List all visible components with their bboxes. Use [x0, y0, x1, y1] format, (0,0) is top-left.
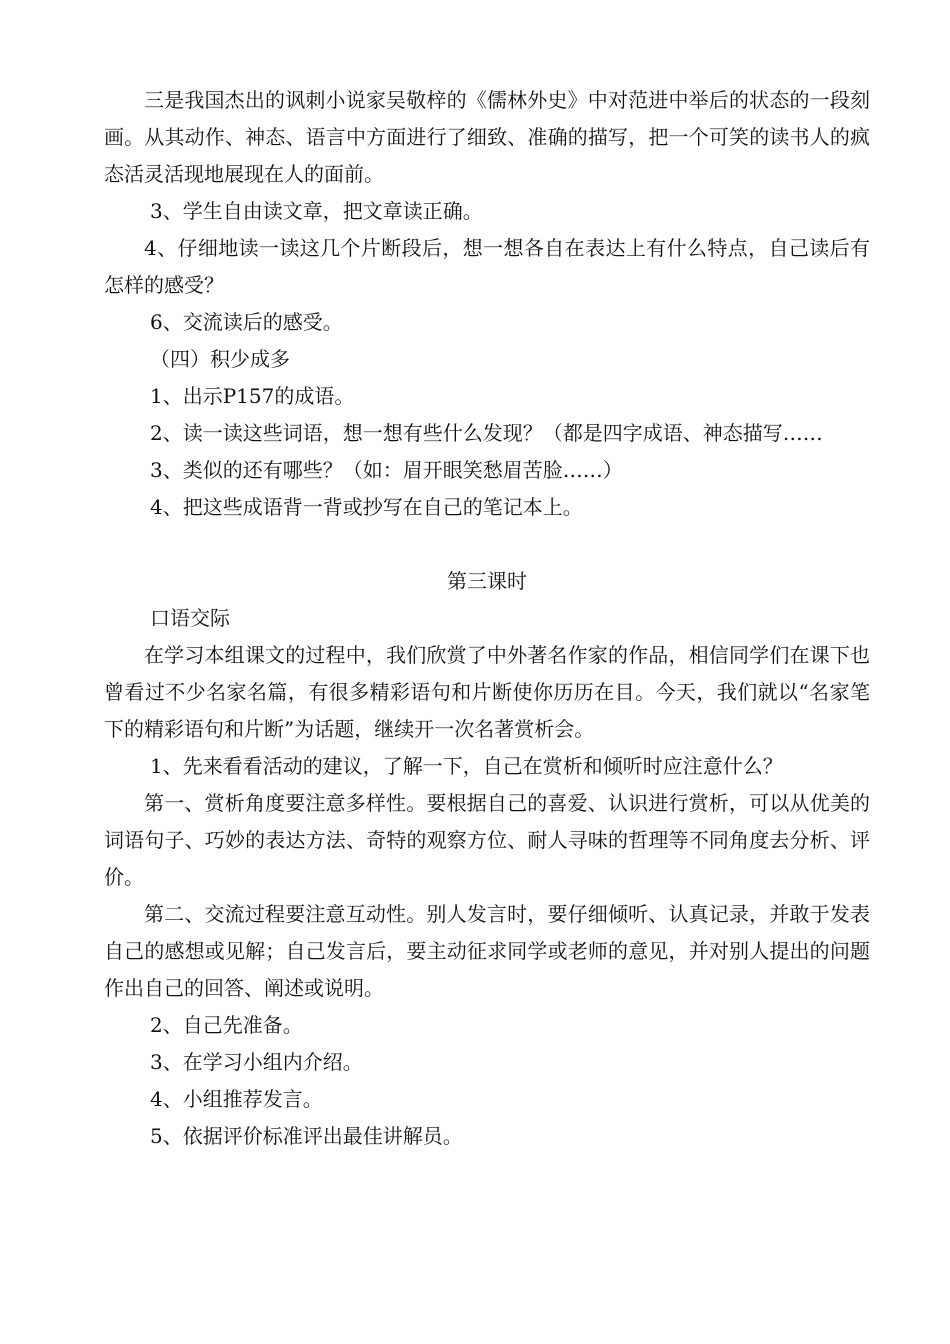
- section-4-item-3: 3、类似的还有哪些？（如：眉开眼笑愁眉苦脸……）: [150, 458, 623, 482]
- oral-step-4: 4、小组推荐发言。: [150, 1087, 323, 1111]
- section-4-item-2: 2、读一读这些词语，想一想有些什么发现？（都是四字成语、神态描写……: [150, 421, 823, 445]
- oral-communication-title: 口语交际: [150, 606, 230, 630]
- document-page: [104, 82, 870, 1155]
- oral-communication-intro: 在学习本组课文的过程中，我们欣赏了中外著名作家的作品，相信同学们在课下也曾看过不少名家名篇，有很多精彩语句和片断使你历历在目。今天，我们就以“名家笔下的精彩语句和片断”为话题，继续开一次名著赏析会。: [104, 643, 870, 741]
- oral-step-5: 5、依据评价标准评出最佳讲解员。: [150, 1124, 463, 1148]
- section-4-item-1: 1、出示P157的成语。: [150, 384, 355, 408]
- first-point: 第一、赏析角度要注意多样性。要根据自己的喜爱、认识进行赏析，可以从优美的词语句子、巧妙的表达方法、奇特的观察方位、耐人寻味的哲理等不同角度去分析、评价。: [104, 791, 870, 889]
- step-4-read-fragments: 4、仔细地读一读这几个片断段后，想一想各自在表达上有什么特点，自己读后有怎样的感受？: [104, 236, 870, 297]
- oral-step-1: 1、先来看看活动的建议，了解一下，自己在赏析和倾听时应注意什么？: [150, 754, 783, 778]
- paragraph-rulin-waishi: 三是我国杰出的讽刺小说家吴敬梓的《儒林外史》中对范进中举后的状态的一段刻画。从其动作、神态、语言中方面进行了细致、准确的描写，把一个可笑的读书人的疯态活灵活现地展现在人的面前。: [104, 88, 870, 186]
- lesson-3-heading: 第三课时: [447, 569, 527, 593]
- oral-step-3: 3、在学习小组内介绍。: [150, 1050, 363, 1074]
- section-4-item-4: 4、把这些成语背一背或抄写在自己的笔记本上。: [150, 495, 583, 519]
- oral-step-2: 2、自己先准备。: [150, 1013, 303, 1037]
- section-4-title: （四）积少成多: [150, 347, 290, 371]
- second-point: 第二、交流过程要注意互动性。别人发言时，要仔细倾听、认真记录，并敢于发表自己的感想或见解；自己发言后，要主动征求同学或老师的意见，并对别人提出的问题作出自己的回答、阐述或说明。: [104, 902, 870, 1000]
- step-3-read-text: 3、学生自由读文章，把文章读正确。: [150, 199, 483, 223]
- step-6-share-feelings: 6、交流读后的感受。: [150, 310, 343, 334]
- blank-line: [104, 526, 870, 563]
